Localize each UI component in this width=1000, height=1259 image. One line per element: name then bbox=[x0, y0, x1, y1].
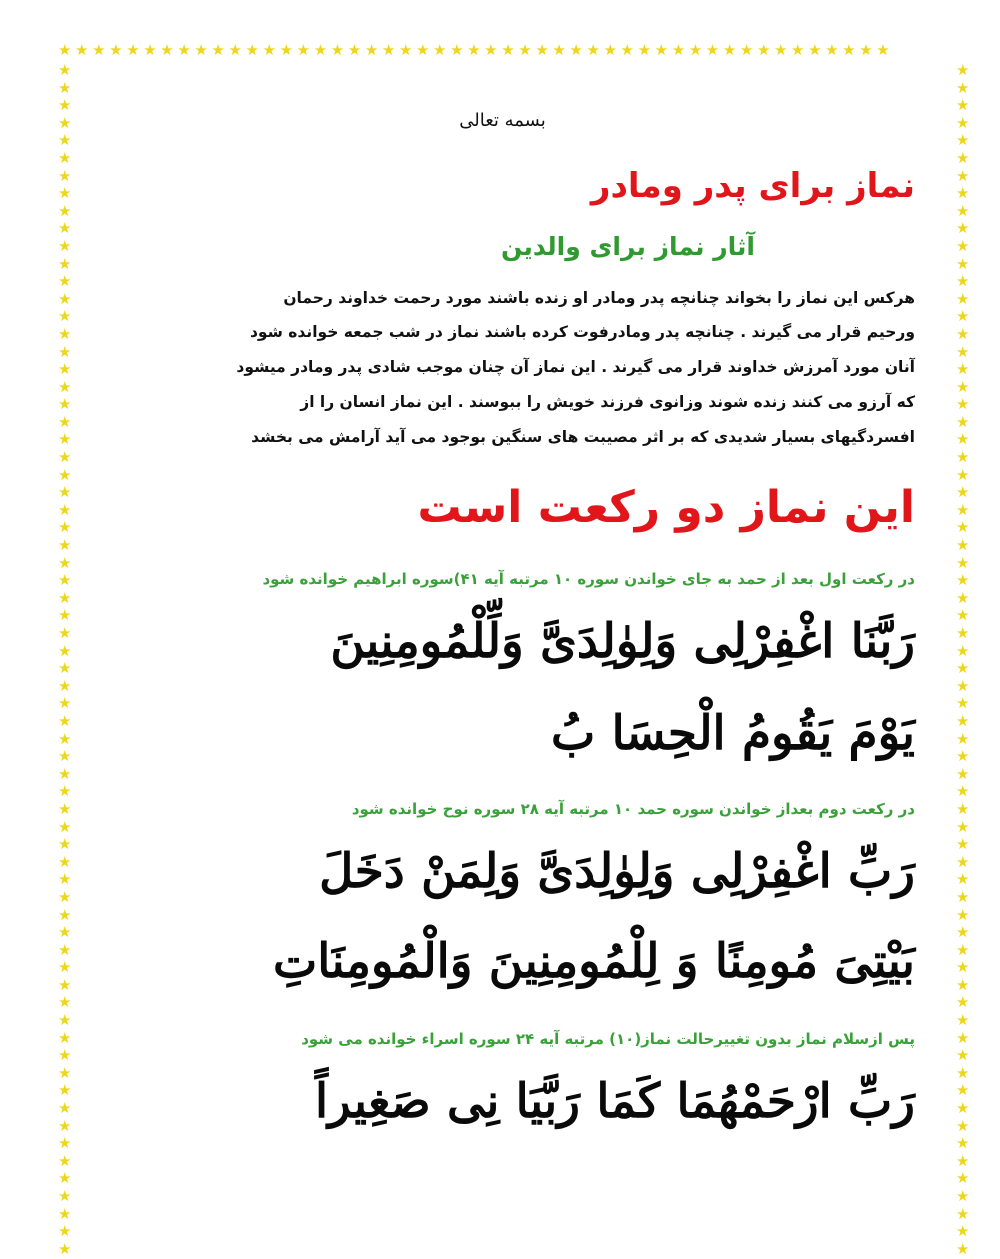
page-content bbox=[90, 62, 915, 1252]
paragraph-line-5: افسردگیهای بسیار شدیدی که بر اثر مصیبت های سنگین بوجود می آید آرامش می بخشد bbox=[251, 428, 915, 446]
verse-1-line-2: یَوْمَ یَقُومُ الْحِسَا بُ bbox=[551, 706, 915, 761]
star-border-right: ★★★★★★★★★★★★★★★★★★★★★★★★★★★★★★★★★★★★★★★★★★★★★★★★★★★★★★★★★★★★★★★★★★★★ bbox=[956, 61, 970, 1258]
paragraph-line-1: هرکس این نماز را بخواند چنانچه پدر ومادر او زنده باشند مورد رحمت خداوند رحمان bbox=[283, 289, 915, 307]
verse-1-line-1: رَبَّنَا اغْفِرْلِی وَلِوٰلِدَیَّ وَلِّلْمُومِنِینَ bbox=[330, 614, 915, 669]
basmala-heading: بسمه تعالی bbox=[459, 110, 546, 131]
verse-2-line-1: رَبِّ اغْفِرْلِی وَلِوٰلِدَیَّ وَلِمَنْ دَخَلَ bbox=[319, 844, 915, 899]
page-subtitle: آثار نماز برای والدین bbox=[500, 232, 755, 261]
star-border-left: ★★★★★★★★★★★★★★★★★★★★★★★★★★★★★★★★★★★★★★★★★★★★★★★★★★★★★★★★★★★★★★★★★★★★ bbox=[58, 61, 72, 1258]
star-border-top: ★★★★★★★★★★★★★★★★★★★★★★★★★★★★★★★★★★★★★★★★★★★★★★★★★ bbox=[58, 41, 894, 59]
rakat-1-instruction: در رکعت اول بعد از حمد به جای خواندن سوره ۱۰ مرتبه آیه ۴۱)سوره ابراهیم خوانده شود bbox=[262, 570, 915, 588]
verse-2-line-2: بَیْتِیَ مُومِنًا وَ لِلْمُومِنِینَ وَالْمُومِنَاتِ bbox=[272, 934, 915, 989]
page-title: نماز برای پدر ومادر bbox=[590, 166, 915, 206]
rakat-count-heading: این نماز دو رکعت است bbox=[417, 482, 915, 533]
paragraph-line-2: ورحیم قرار می گیرند . چنانچه پدر ومادرفوت کرده باشند نماز در شب جمعه خوانده شود bbox=[249, 323, 915, 341]
paragraph-line-3: آنان مورد آمرزش خداوند قرار می گیرند . این نماز آن چنان موجب شادی پدر ومادر میشود bbox=[236, 358, 915, 376]
paragraph-line-4: که آرزو می کنند زنده شوند وزانوی فرزند خویش را ببوسند . این نماز انسان را از bbox=[300, 393, 915, 411]
after-salam-instruction: پس ازسلام نماز بدون تغییرحالت نماز(۱۰) مرتبه آیه ۲۴ سوره اسراء خوانده می شود bbox=[301, 1030, 915, 1048]
rakat-2-instruction: در رکعت دوم بعداز خواندن سوره حمد ۱۰ مرتبه آیه ۲۸ سوره نوح خوانده شود bbox=[351, 800, 915, 818]
verse-3: رَبِّ ارْحَمْهُمَا کَمَا رَبَّیَا نِی صَغِیراً bbox=[314, 1074, 915, 1129]
